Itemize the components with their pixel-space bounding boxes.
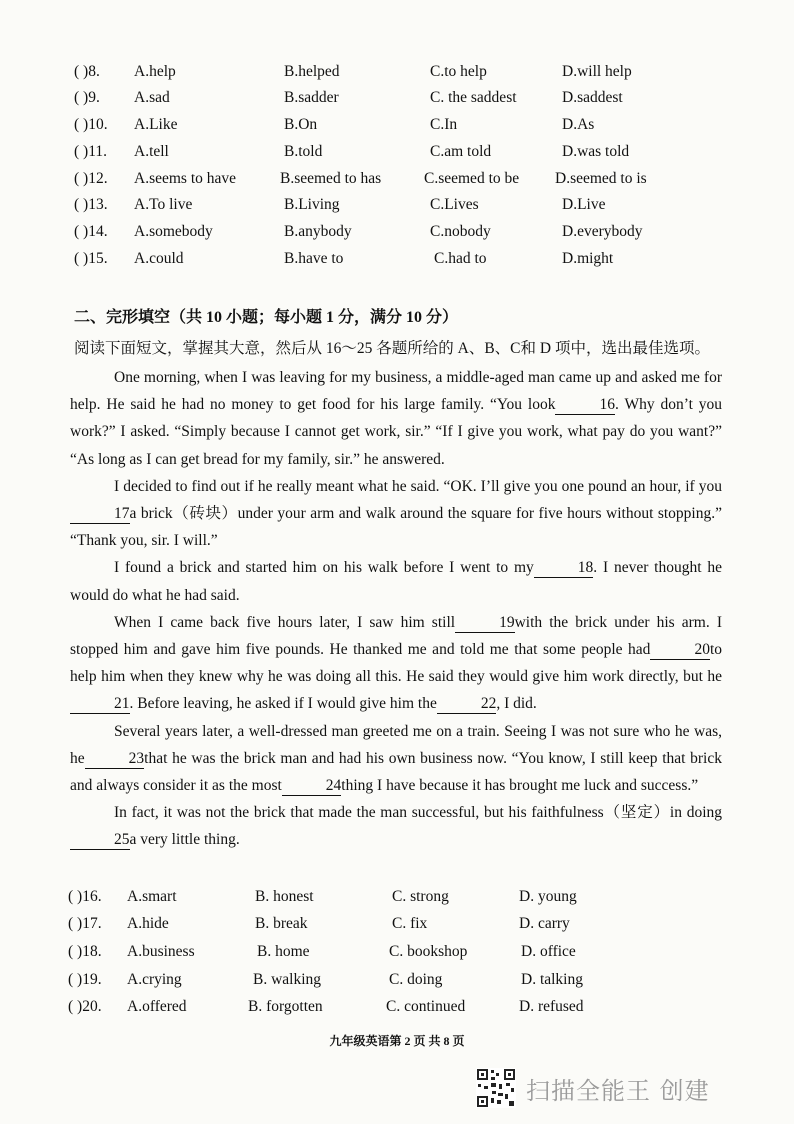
passage-paragraph: [70, 718, 722, 800]
passage-text: . Before leaving, he asked if I would give him the: [129, 695, 437, 713]
option-a: A.smart: [127, 888, 177, 905]
option-d: D.seemed to is: [555, 170, 647, 187]
option-a: A.business: [127, 943, 195, 960]
question-number: ( )16.: [68, 888, 102, 905]
option-a: A.Like: [134, 116, 178, 133]
passage-text: One morning, when I was leaving for my business, a middle-aged man came up and asked me for help. He said he had no money to get food for his large family. “You look: [70, 369, 722, 414]
option-c: C. continued: [386, 998, 466, 1015]
option-a: A.tell: [134, 143, 169, 160]
mc-row: [0, 196, 794, 220]
section-title: 二、完形填空（共 10 小题；每小题 1 分，满分 10 分）: [74, 309, 459, 326]
scanner-watermark-text: 扫描全能王 创建: [526, 1076, 710, 1105]
option-d: D.As: [562, 116, 595, 133]
blank-20: 20: [650, 641, 710, 660]
option-d: D. office: [521, 943, 576, 960]
option-b: B. honest: [255, 888, 314, 905]
option-c: C.am told: [430, 143, 492, 160]
mc-row: [0, 250, 794, 274]
question-number: ( )18.: [68, 943, 102, 960]
page-footer: 九年级英语第 2 页 共 8 页: [329, 1034, 465, 1048]
blank-23: 23: [85, 750, 145, 769]
question-number: ( )10.: [74, 116, 108, 133]
option-d: D.everybody: [562, 223, 643, 240]
option-c: C. bookshop: [389, 943, 468, 960]
qr-code-icon: [476, 1068, 516, 1108]
option-c: C.seemed to be: [424, 170, 520, 187]
option-d: D. carry: [519, 915, 570, 932]
cloze-passage: [70, 364, 722, 854]
passage-text: that he was the brick man and had his own business now. “You know, I still keep that brick and always consider it as the most: [70, 749, 722, 795]
passage-paragraph: [70, 609, 722, 718]
option-a: A.offered: [127, 998, 187, 1015]
option-b: B.sadder: [284, 89, 339, 106]
mc-row: [0, 888, 794, 912]
option-a: A.hide: [127, 915, 169, 932]
option-c: C. strong: [392, 888, 449, 905]
passage-paragraph: [70, 554, 722, 608]
mc-row: [0, 89, 794, 113]
blank-19: 19: [455, 614, 515, 633]
option-d: D.was told: [562, 143, 630, 160]
option-c: C. the saddest: [430, 89, 517, 106]
passage-paragraph: [70, 473, 722, 555]
question-number: ( )11.: [74, 143, 107, 160]
passage-text: , I did.: [496, 695, 537, 713]
question-number: ( )14.: [74, 223, 108, 240]
blank-16: 16: [555, 396, 615, 415]
passage-paragraph: [70, 799, 722, 853]
question-number: ( )9.: [74, 89, 100, 106]
mc-row: [0, 943, 794, 967]
mc-row: [0, 915, 794, 939]
passage-text: a very little thing.: [129, 831, 240, 849]
passage-text: In fact, it was not the brick that made the man successful, but his faithfulness（坚定）in doing: [114, 804, 722, 822]
option-d: D.will help: [562, 63, 632, 80]
option-c: C.Lives: [430, 196, 479, 213]
option-c: C. fix: [392, 915, 428, 932]
passage-text: with the brick under his arm. I stopped him and gave him five pounds. He thanked me and told me that some people had: [70, 613, 722, 659]
option-a: A.seems to have: [134, 170, 237, 187]
question-number: ( )17.: [68, 915, 102, 932]
option-d: D.saddest: [562, 89, 623, 106]
option-b: B. home: [257, 943, 310, 960]
option-b: B.seemed to has: [280, 170, 382, 187]
question-number: ( )19.: [68, 971, 102, 988]
option-c: C.In: [430, 116, 458, 133]
option-c: C.nobody: [430, 223, 491, 240]
option-b: B. forgotten: [248, 998, 323, 1015]
option-d: D.might: [562, 250, 614, 267]
blank-22: 22: [437, 695, 497, 714]
option-d: D. talking: [521, 971, 583, 988]
passage-text: I decided to find out if he really meant what he said. “OK. I’ll give you one pound an hour, if you: [114, 477, 722, 495]
option-a: A.sad: [134, 89, 170, 106]
question-number: ( )20.: [68, 998, 102, 1015]
mc-row: [0, 223, 794, 247]
mc-row: [0, 116, 794, 140]
passage-text: a brick（砖块）under your arm and walk around the square for five hours without stopping.” “Thank you, sir. I will.”: [70, 505, 722, 550]
option-b: B.anybody: [284, 223, 352, 240]
scanner-watermark: [476, 1066, 710, 1110]
option-a: A.crying: [127, 971, 182, 988]
question-number: ( )12.: [74, 170, 108, 187]
option-a: A.could: [134, 250, 184, 267]
option-d: D. refused: [519, 998, 584, 1015]
option-b: B.have to: [284, 250, 344, 267]
blank-18: 18: [534, 559, 594, 578]
blank-17: 17: [70, 505, 130, 524]
option-b: B.Living: [284, 196, 340, 213]
mc-row: [0, 971, 794, 995]
option-b: B.told: [284, 143, 323, 160]
question-number: ( )13.: [74, 196, 108, 213]
section-instruction: 阅读下面短文，掌握其大意，然后从 16～25 各题所给的 A、B、C和 D 项中，选出最佳选项。: [74, 340, 710, 357]
passage-text: I found a brick and started him on his walk before I went to my: [114, 559, 534, 577]
option-a: A.somebody: [134, 223, 213, 240]
mc-row: [0, 143, 794, 167]
option-b: B.On: [284, 116, 318, 133]
passage-text: . Why don’t you work?” I asked. “Simply because I cannot get work, sir.” “If I give you work, what pay do you want?” “As long as I can get bread for my family, sir.” he answered.: [70, 396, 722, 468]
mc-row: [0, 170, 794, 194]
blank-24: 24: [282, 777, 342, 796]
option-b: B.helped: [284, 63, 340, 80]
option-c: C. doing: [389, 971, 443, 988]
option-d: D. young: [519, 888, 577, 905]
option-b: B. break: [255, 915, 308, 932]
option-a: A.To live: [134, 196, 193, 213]
passage-text: to help him when they knew why he was doing all this. He said they would give him work directly, but he: [70, 641, 722, 686]
question-number: ( )15.: [74, 250, 108, 267]
passage-paragraph: [70, 364, 722, 473]
passage-text: Several years later, a well-dressed man greeted me on a train. Seeing I was not sure who he was, he: [70, 722, 722, 767]
mc-row: [0, 63, 794, 87]
question-number: ( )8.: [74, 63, 100, 80]
mc-row: [0, 998, 794, 1022]
option-c: C.had to: [434, 250, 487, 267]
option-a: A.help: [134, 63, 176, 80]
option-c: C.to help: [430, 63, 487, 80]
passage-text: When I came back five hours later, I saw him still: [114, 613, 456, 631]
option-b: B. walking: [253, 971, 322, 988]
passage-text: thing I have because it has brought me luck and success.”: [341, 777, 699, 795]
option-d: D.Live: [562, 196, 606, 213]
blank-21: 21: [70, 695, 130, 714]
blank-25: 25: [70, 831, 130, 850]
passage-text: . I never thought he would do what he had said.: [70, 559, 722, 604]
